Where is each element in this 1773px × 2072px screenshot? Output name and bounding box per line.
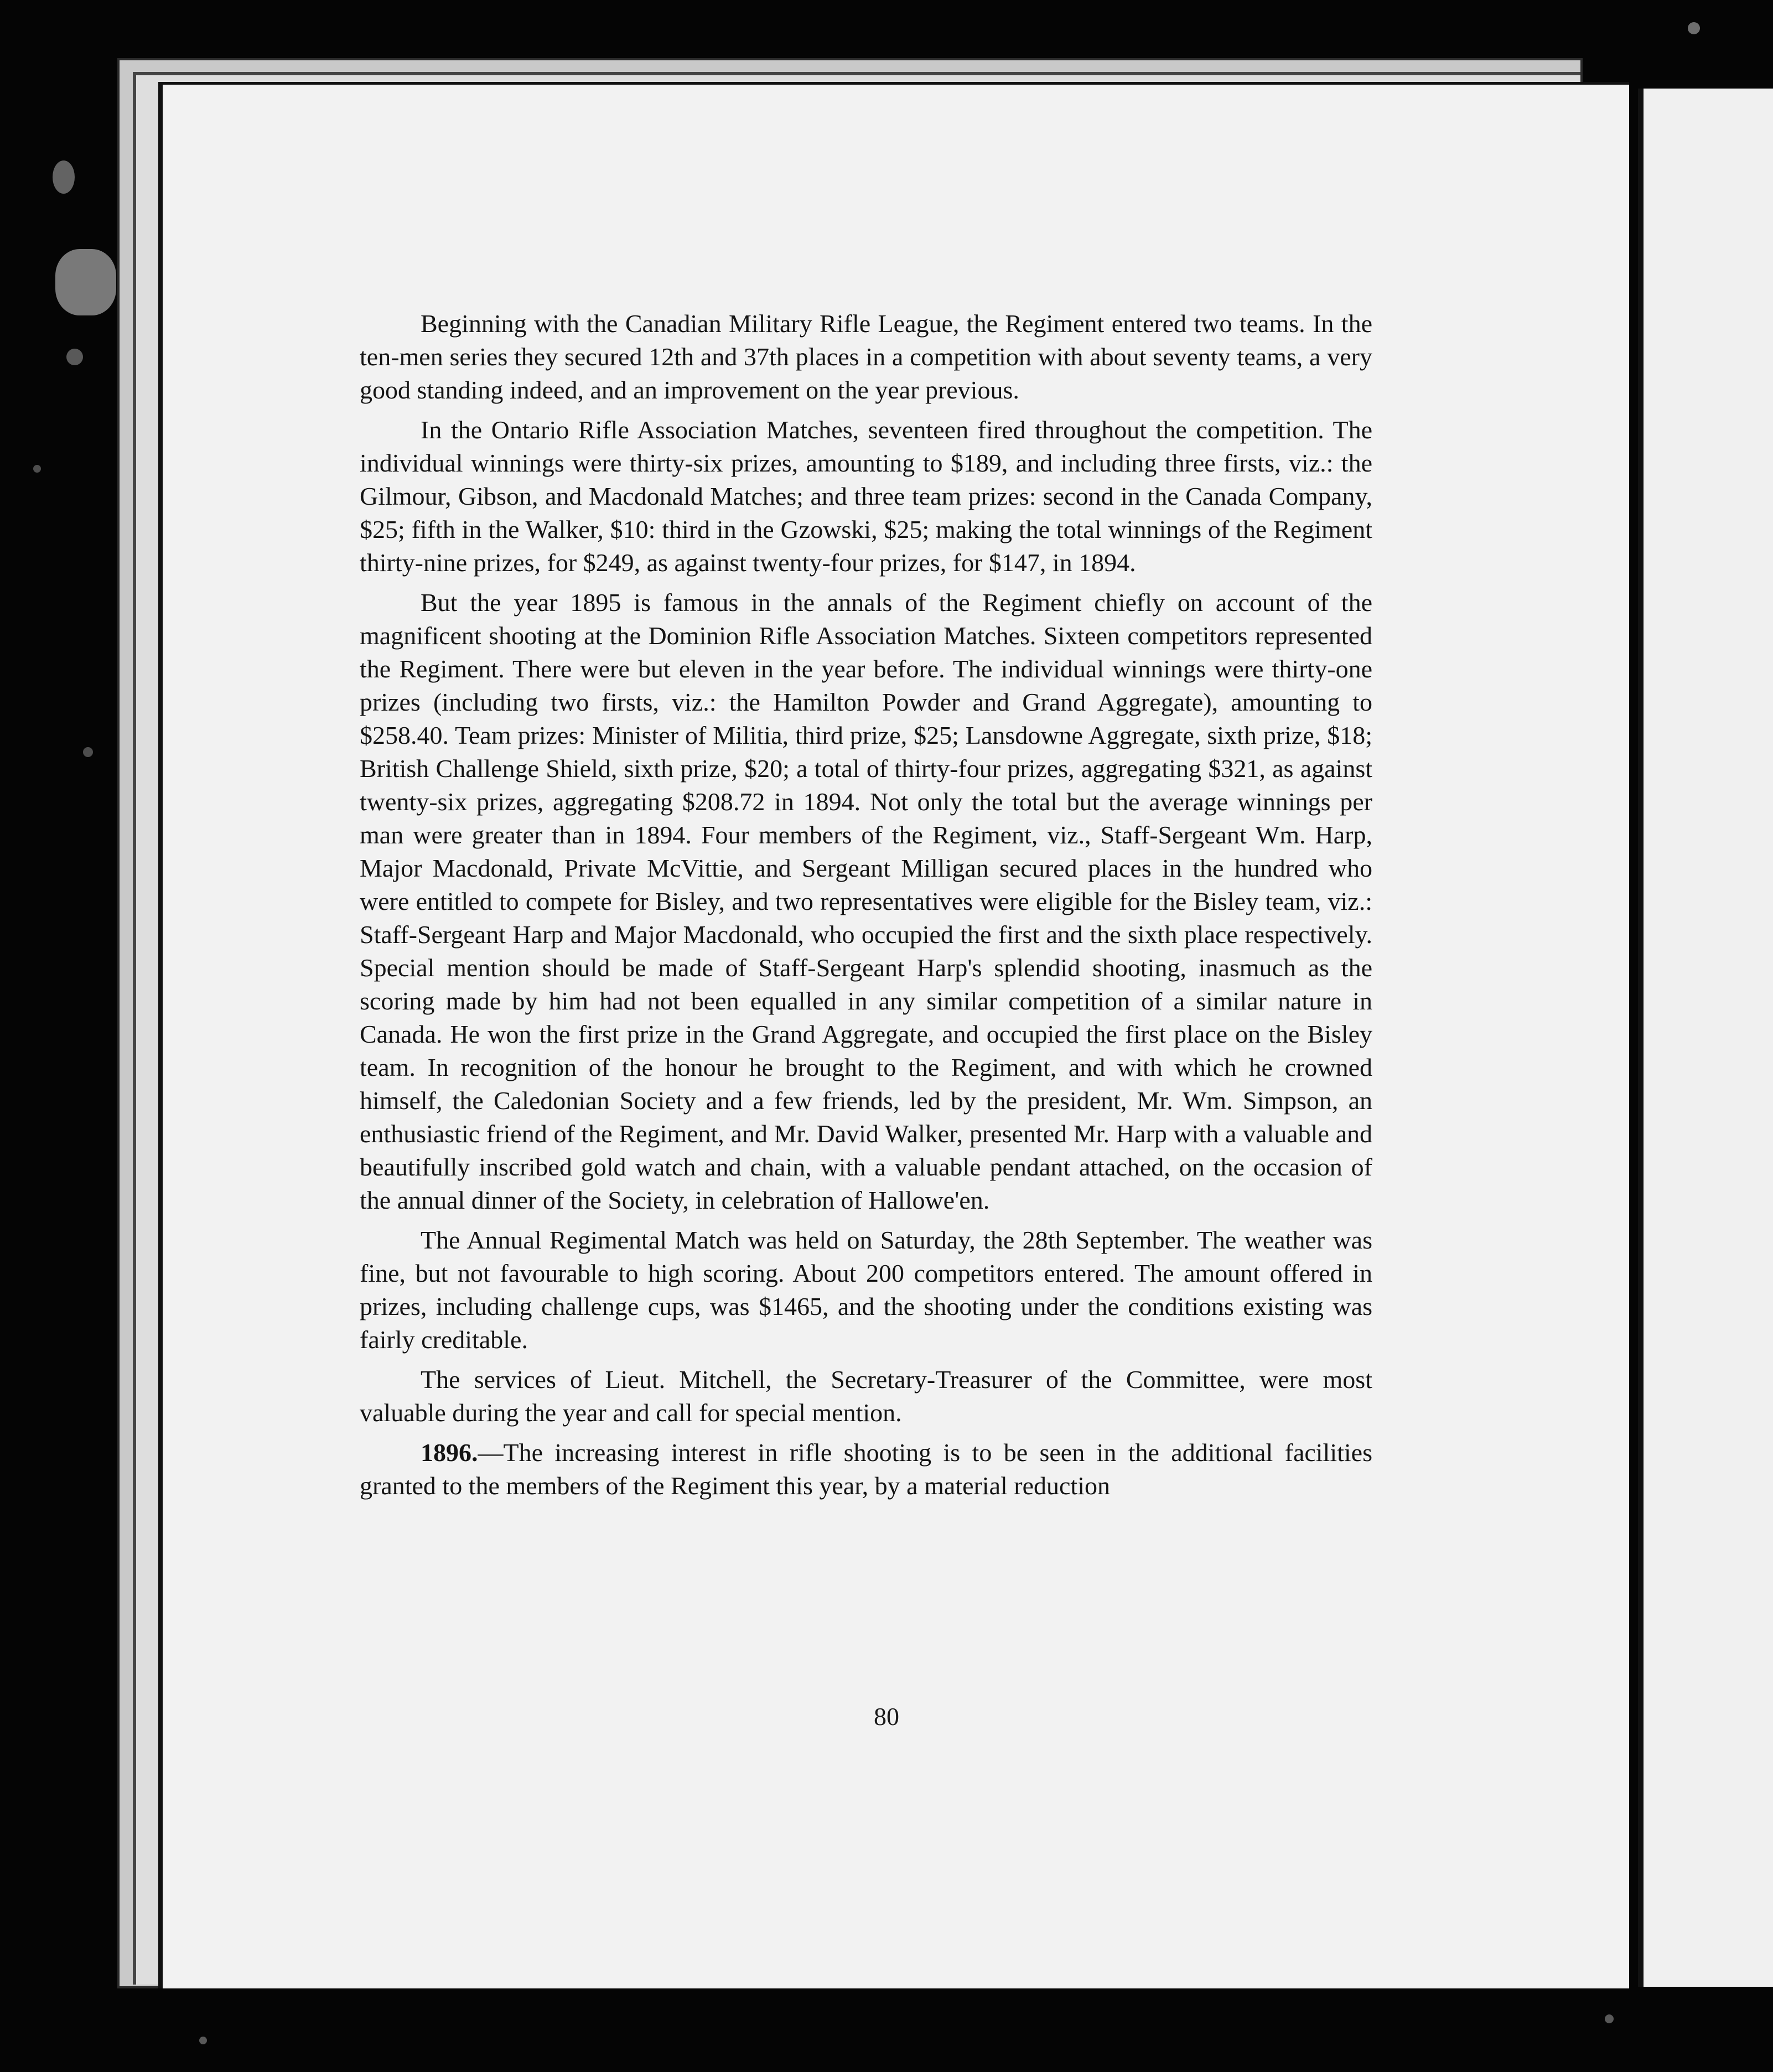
dust-speck: [1605, 2014, 1614, 2023]
paragraph: [360, 413, 1372, 579]
paragraph-text: The Annual Regimental Match was held on Saturday, the 28th September. The weather was fine, but not favourable to high scoring. About 200 competitors entered. The amount offered in prizes, including challenge cups, was $1465, and the shooting under the conditions existing was fairly creditable.: [360, 1226, 1372, 1354]
dust-speck: [66, 349, 83, 365]
dust-speck: [1688, 22, 1700, 34]
paragraph: [360, 1436, 1372, 1503]
paragraph: [360, 1363, 1372, 1429]
paragraph-text: In the Ontario Rifle Association Matches, seventeen fired throughout the competition. The individual winnings were thirty-six prizes, amounting to $189, and including three firsts, viz.: the Gilmour, Gibson, and Macdonald Matches; and three team prizes: second in the Canada Company, $25; fifth in the Walker, $10: third in the Gzowski, $25; making the total winnings of the Regiment thirty-nine prizes, for $249, as against twenty-four prizes, for $147, in 1894.: [360, 416, 1372, 577]
paragraph: [360, 586, 1372, 1217]
dust-speck: [83, 747, 93, 757]
paragraph-text: But the year 1895 is famous in the annals of the Regiment chiefly on account of the magnificent shooting at the Dominion Rifle Association Matches. Sixteen competitors represented the Regiment. There were but eleven in the year before. The individual winnings were thirty-one prizes (including two firsts, viz.: the Hamilton Powder and Grand Aggregate), amounting to $258.40. Team prizes: Minister of Militia, third prize, $25; Lansdowne Aggregate, sixth prize, $18; British Challenge Shield, sixth prize, $20; a total of thirty-four prizes, aggregating $321, as against twenty-six prizes, aggregating $208.72 in 1894. Not only the total but the average winnings per man were greater than in 1894. Four members of the Regiment, viz., Staff-Sergeant Wm. Harp, Major Macdonald, Private McVittie, and Sergeant Milligan secured places in the hundred who were entitled to compete for Bisley, and two representatives were eligible for the Bisley team, viz.: Staff-Sergeant Harp and Major Macdonald, who occupied the first and the sixth place respectively. Special mention should be made of Staff-Sergeant Harp's splendid shooting, inasmuch as the scoring made by him had not been equalled in any similar competition of a similar nature in Canada. He won the first prize in the Grand Aggregate, and occupied the first place on the Bisley team. In recognition of the honour he brought to the Regiment, and with which he crowned himself, the Caledonian Society and a few friends, led by the president, Mr. Wm. Simpson, an enthusiastic friend of the Regiment, and Mr. David Walker, presented Mr. Harp with a valuable and beautifully inscribed gold watch and chain, with a valuable pendant attached, on the occasion of the annual dinner of the Society, in celebration of Hallowe'en.: [360, 588, 1372, 1214]
paragraph-text: —The increasing interest in rifle shooting is to be seen in the additional facilities granted to the members of the Regiment this year, by a material reduction: [360, 1438, 1372, 1500]
dust-speck: [199, 2037, 207, 2044]
paragraph-text: Beginning with the Canadian Military Rifle League, the Regiment entered two teams. In the ten-men series they secured 12th and 37th places in a competition with about seventy teams, a very good standing indeed, and an improvement on the year previous.: [360, 309, 1372, 404]
paragraph-text: The services of Lieut. Mitchell, the Secretary-Treasurer of the Committee, were most valuable during the year and call for special mention.: [360, 1365, 1372, 1427]
dust-speck: [53, 160, 75, 194]
dust-speck: [33, 465, 41, 473]
paragraph: [360, 307, 1372, 407]
year-heading: 1896.: [421, 1438, 478, 1467]
paragraph: [360, 1224, 1372, 1356]
page-body-text: [360, 307, 1372, 1509]
dust-speck: [55, 249, 116, 315]
page-number: 80: [874, 1702, 899, 1731]
